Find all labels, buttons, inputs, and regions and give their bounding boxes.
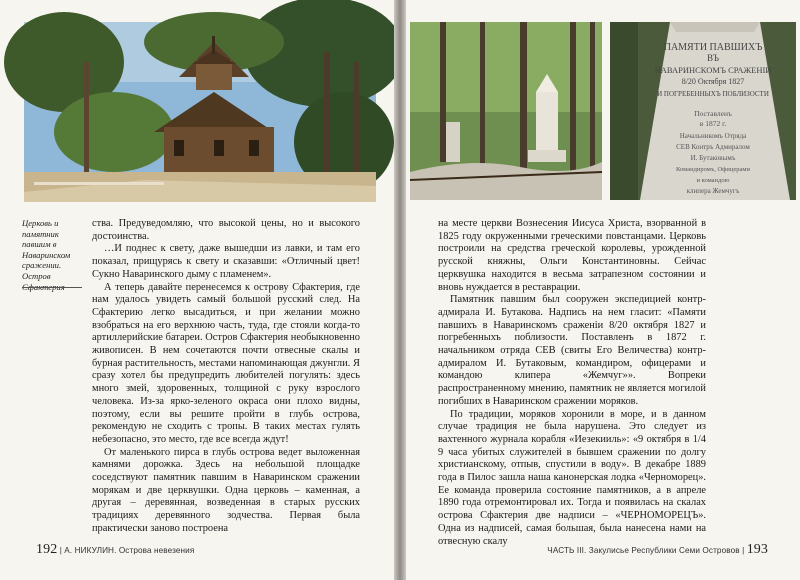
right-page: [406, 0, 800, 580]
paragraph: ства. Предуведомляю, что высокой цены, но и высокого достоинства.: [92, 218, 360, 242]
church-photo: [24, 22, 376, 202]
paragraph: По традиции, моряков хоронили в море, и в данном случае традиция не была нарушена. Это следует из вахтенного журнала корабля «Иезекииль»: «9 октября в 1/4 9 часа убитых служителей в бывшем сражении по долгу христианскому, отпыв, спустили в воду». В декабре 1889 года в Пилос зашла наша канонерская лодка «Черноморец». Ее команда проверила состояние памятников, а в апреле 1890 года отремонтировал их. Тогда и появилась на скалах острова Сфактерия две надписи – «ЧЕРНОМОРЕЦЪ». Одна из надписей, самая большая, была нанесена нами на отвесную скалу: [438, 408, 706, 547]
inscription-line: Поставленъ: [694, 109, 732, 118]
page-number: 193: [746, 542, 768, 557]
paragraph: …И поднес к свету, даже вышедши из лавки, и там его показал, прищурясь к свету и сказавши: «Отличный цвет! Сукно Наваринского дыму с пламенем».: [92, 243, 360, 280]
photo-caption: Церковь и памятник павшим в Наваринском сражении. Остров: [22, 218, 71, 281]
monument-illustration: [410, 22, 602, 200]
paragraph: Памятник павшим был сооружен экспедицией контр-адмирала И. Бутакова. Надпись на нем гласит: «Памяти павшихъ в Наваринскомъ сраженіи 8/20 октября 1827 и погребенныхъ поблизости. Поставленъ в 1872 г. начальником отряда СЕВ (свиты Его Величества) контр-адмиралом И. Бутаковым, командиром, офицерами и командою клипера «Жемчуг»». Вопреки распространенному мнению, памятник не является могилой погибших в Наваринском сражении моряков.: [438, 294, 706, 407]
inscription-line: и командою: [696, 177, 730, 184]
inscription-line: ВЪ: [707, 53, 719, 63]
paragraph: на месте церкви Вознесения Иисуса Христа, взорванной в 1825 году окруженными греческими повстанцами. Церковь построили на средства греческой королевы, урожденной русской княжны, Ольги Константиновны. Сейчас церквушка находится в весьма затрапезном состоянии и вновь нуждается в реставрации.: [438, 218, 706, 293]
inscription-line: клипера Жемчугъ: [686, 187, 740, 195]
inscription-photo: [610, 22, 796, 200]
page-number: 192: [36, 542, 58, 557]
inscription-line: 8/20 Октября 1827: [681, 77, 745, 86]
inscription-line: И ПОГРЕБЕННЫХЪ ПОБЛИЗОСТИ: [657, 90, 769, 98]
inscription-line: Командиромъ, Офицерами: [676, 166, 750, 173]
inscription-line: И. Бутаковымъ: [690, 154, 736, 162]
church-illustration: [24, 22, 376, 202]
running-header: ЧАСТЬ III. Закулисье Республики Семи Островов: [547, 546, 740, 555]
book-gutter: [394, 0, 406, 580]
inscription-line: ПАМЯТИ ПАВШИХЪ: [663, 42, 763, 53]
left-page: [0, 0, 394, 580]
monument-photo: [410, 22, 602, 200]
inscription-line: СЕВ Контръ Адмиралом: [676, 143, 750, 151]
paragraph: А теперь давайте перенесемся к острову Сфактерия, где нам удалось увидеть самый большой русский след. На Сфактерию легко высадиться, и при желании можно взобраться на его верхнюю часть, туда, где стояли когда-то артиллерийские батареи. Остров Сфактерия необыкновенно живописен. В нем сочетаются почти отвесные скалы и бурная растительность, местами напоминающая джунгли. Я сразу хотел бы предупредить любителей погулять: здесь много змей, здоровенных, толщиной с руку взрослого человека. Из-за ярко-зеленого окраса они плохо видны, поэтому, если вы решите пройти в глубь острова, рекомендую не сходить с тропы. В таких местах гулять небезопасно, это место, где все всегда ждут!: [92, 281, 360, 445]
paragraph: От маленького пирса в глубь острова ведет выложенная камнями дорожка. Здесь на небольшой площадке соседствуют памятник павшим в Наваринском сражении морякам и две церквушки. Одна церковь – каменная, а другая – деревянная, возведенная в старых русских традициях деревянного зодчества. Первая была практически заново построена: [92, 446, 360, 534]
inscription-line: НАВАРИНСКОМЪ СРАЖЕНІИ: [654, 65, 772, 75]
left-text-column: [92, 218, 360, 534]
right-text-column: [438, 218, 706, 547]
inscription-line: Начальникомъ Отряда: [679, 132, 747, 140]
running-header: А. НИКУЛИН. Острова невезения: [64, 546, 195, 555]
caption-divider: [22, 287, 82, 288]
inscription-line: в 1872 г.: [699, 119, 727, 128]
right-footer: ЧАСТЬ III. Закулисье Республики Семи Островов | 193: [547, 542, 768, 557]
inscription-illustration: [610, 22, 796, 200]
left-footer: 192 | А. НИКУЛИН. Острова невезения: [36, 542, 195, 557]
